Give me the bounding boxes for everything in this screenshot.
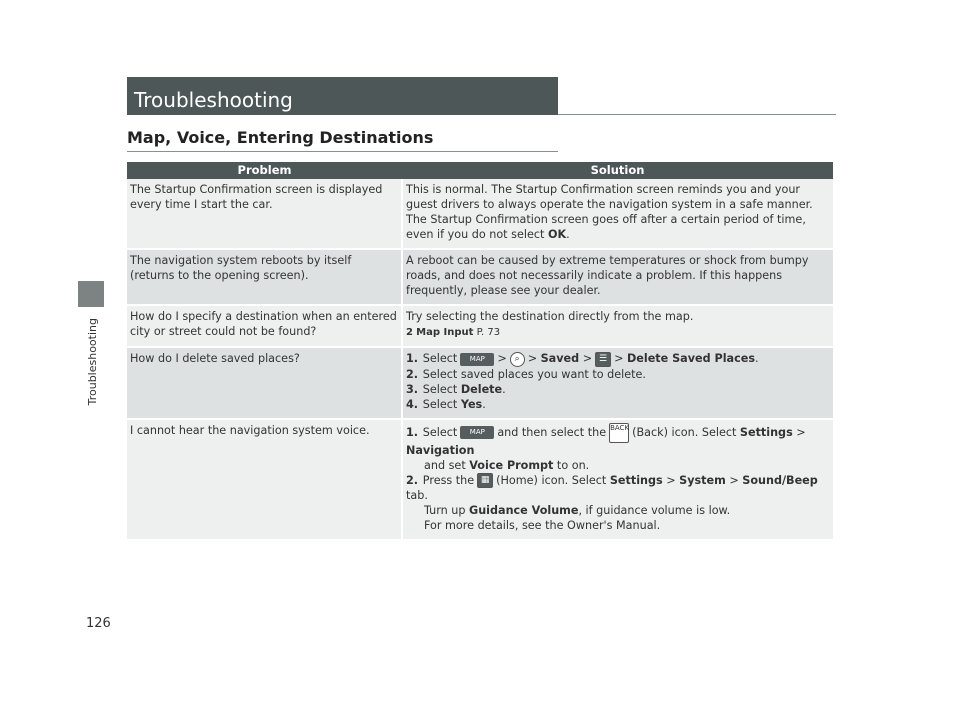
- problem-cell: How do I delete saved places?: [127, 347, 402, 419]
- table-row: [127, 347, 833, 419]
- section-subtitle: Map, Voice, Entering Destinations: [127, 128, 434, 147]
- solution-cell: This is normal. The Startup Confirmation screen reminds you and your guest drivers to always operate the navigation system in a safe manner. The Startup Confirmation screen goes off after a certain period of time, even if you do not select OK.: [402, 179, 833, 249]
- column-header-solution: Solution: [402, 162, 833, 179]
- problem-cell: How do I specify a destination when an entered city or street could not be found?: [127, 305, 402, 347]
- section-tab-marker: [78, 281, 104, 307]
- problem-cell: The navigation system reboots by itself (returns to the opening screen).: [127, 249, 402, 305]
- solution-cell: 1. Select MAP > ⌕ > Saved > ☰ > Delete Saved Places. 2. Select saved places you want to delete. 3. Select Delete. 4. Select Yes.: [402, 347, 833, 419]
- problem-cell: I cannot hear the navigation system voice.: [127, 419, 402, 540]
- solution-cell: Try selecting the destination directly from the map. 2 Map Input P. 73: [402, 305, 833, 347]
- solution-cell: A reboot can be caused by extreme temperatures or shock from bumpy roads, and does not necessarily indicate a problem. If this happens frequently, please see your dealer.: [402, 249, 833, 305]
- troubleshooting-table: [127, 162, 833, 539]
- table-row: [127, 305, 833, 347]
- page-number: 126: [86, 616, 111, 631]
- map-button-icon: MAP: [460, 426, 494, 439]
- table-row: [127, 419, 833, 540]
- table-row: [127, 179, 833, 249]
- title-bar: [127, 77, 558, 115]
- home-icon: ▦: [477, 473, 493, 488]
- reference-arrow-icon: 2: [406, 327, 413, 338]
- column-header-problem: Problem: [127, 162, 402, 179]
- menu-list-icon: ☰: [595, 352, 611, 367]
- page-reference-link[interactable]: 2 Map Input P. 73: [406, 327, 501, 338]
- back-icon: BACK: [609, 423, 629, 443]
- map-button-icon: MAP: [460, 353, 494, 366]
- subtitle-rule: [127, 151, 558, 152]
- solution-cell: 1. Select MAP and then select the BACK (Back) icon. Select Settings > Navigation and set Voice Prompt to on. 2. Press the ▦ (Home) icon. Select Settings > System > Sound/Beep tab. Turn up Guidance Volume, if guidance volume is low. For more details, see the Owner's Manual.: [402, 419, 833, 540]
- problem-cell: The Startup Confirmation screen is displayed every time I start the car.: [127, 179, 402, 249]
- table-row: [127, 249, 833, 305]
- side-section-label: Troubleshooting: [86, 318, 99, 406]
- page-title: Troubleshooting: [134, 88, 293, 112]
- search-icon: ⌕: [510, 352, 525, 367]
- title-rule: [558, 114, 836, 115]
